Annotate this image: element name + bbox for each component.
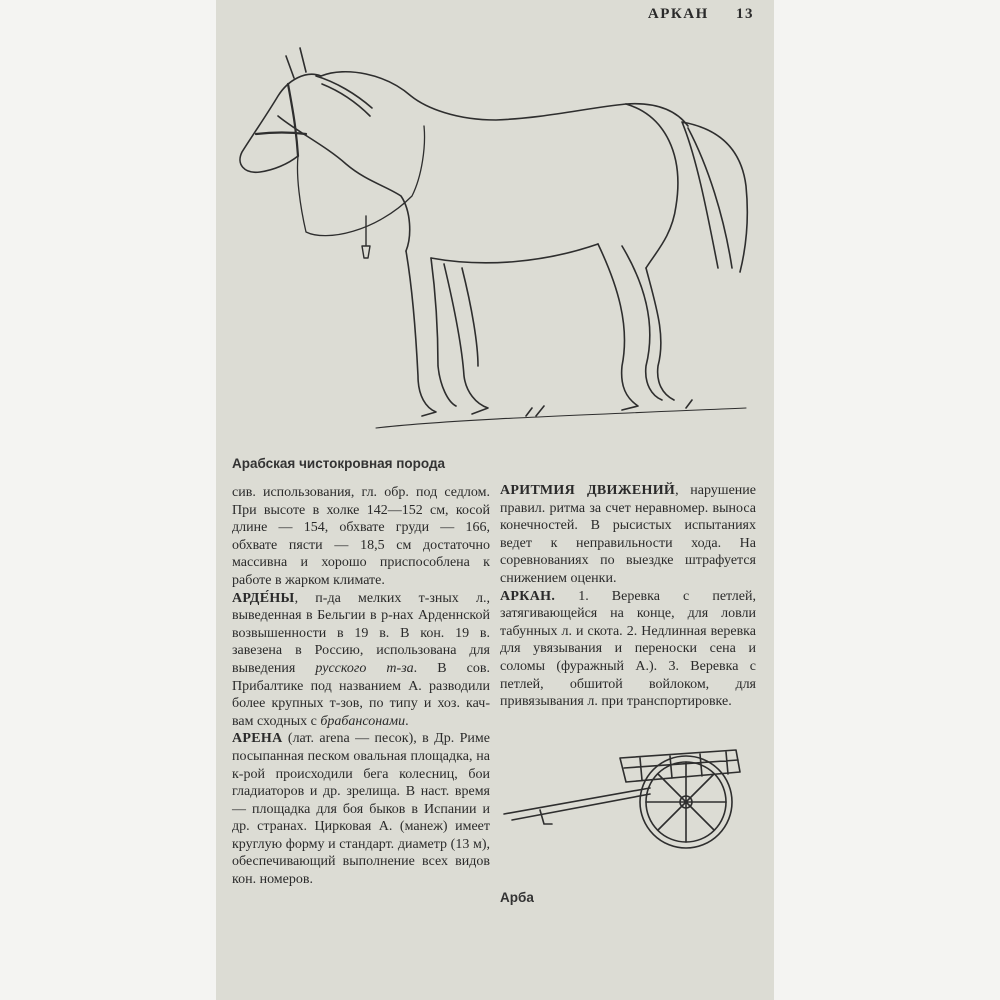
horse-illustration-icon <box>226 36 766 446</box>
term-arena: АРЕНА <box>232 731 283 747</box>
term-ardeny: АРДЕ́НЫ <box>232 590 295 606</box>
ardeny-text-2: . В сов. Прибалтике под названием А. разводили более крупных т-зов, по типу и хоз. кач-вам сходных с <box>232 660 490 729</box>
cart-illustration-icon <box>500 728 750 858</box>
horse-caption: Арабская чистокровная порода <box>232 456 446 471</box>
page-header <box>648 6 754 23</box>
ardeny-text-1: , п-да мелких т-зных л., выведенная в Бельгии в р-нах Арденнской возвышенности в 19 в. В кон. 19 в. завезена в Россию, использована для выведения <box>232 590 490 676</box>
entry-arkan <box>500 588 756 711</box>
entry-arena <box>232 730 490 888</box>
term-arkan: АРКАН. <box>500 588 556 604</box>
ardeny-link-1: русского т-за <box>315 660 414 676</box>
entry-ardeny <box>232 590 490 731</box>
arkan-text: 1. Веревка с петлей, затягивающейся на конце, для ловли табунных л. и скота. 2. Недлинная веревка для увязывания и переноски сена и соломы (фуражный А.). 3. Веревка с петлей, обшитой войлоком, для привязывания л. при транспортировке. <box>500 588 756 710</box>
aritmiya-text: , нарушение правил. ритма за счет неравномер. выноса конечностей. В рысистых испытаниях ведет к неправильности хода. На соревнованиях по выездке штрафуется снижением оценки. <box>500 483 756 586</box>
term-aritmiya: АРИТМИЯ ДВИЖЕНИЙ <box>500 483 676 498</box>
book-page <box>216 0 774 1000</box>
entry-aritmiya <box>500 482 756 588</box>
cart-caption: Арба <box>500 890 534 905</box>
left-column <box>232 484 490 889</box>
page-number: 13 <box>736 6 754 22</box>
ardeny-text-3: . <box>405 713 409 729</box>
running-title: АРКАН <box>647 6 709 22</box>
arena-text: (лат. arena — песок), в Др. Риме посыпанная песком овальная площадка, на к-рой происходили бега колесниц, бои гладиаторов и др. зрелища. В наст. время — площадка для боя быков в Испании и др. странах. Цирковая А. (манеж) имеет круглую форму и стандарт. диаметр (13 м), обеспечивающий выполнение всех видов кон. номеров. <box>232 731 490 888</box>
right-column <box>500 482 756 711</box>
continuation-paragraph: сив. использования, гл. обр. под седлом. При высоте в холке 142—152 см, косой длине — 154, обхвате груди — 166, обхвате пясти — 18,5 см достаточно массивна и хорошо приспособлена к работе в жарком климате. <box>232 485 490 588</box>
ardeny-link-2: брабансонами <box>320 713 406 729</box>
